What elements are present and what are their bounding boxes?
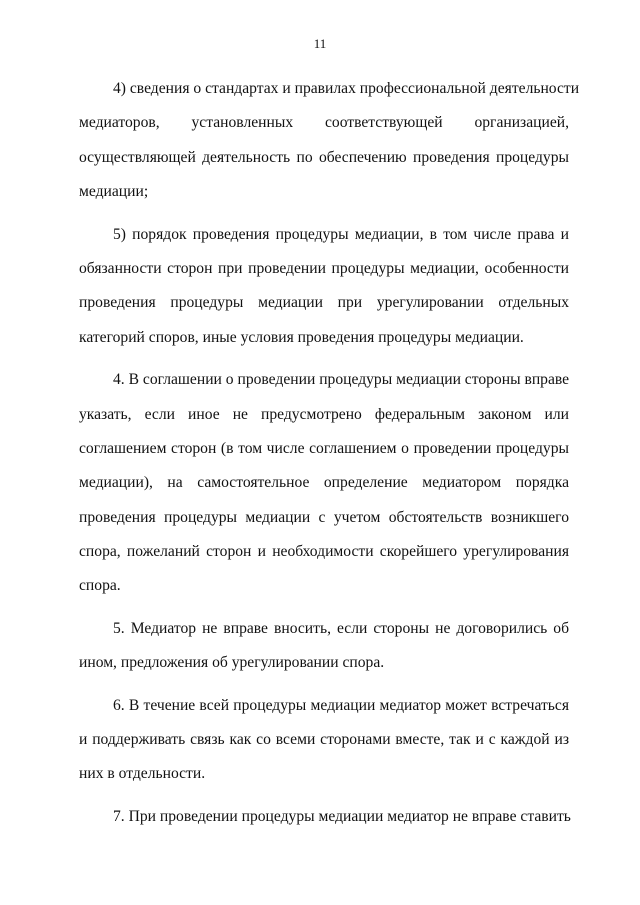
text-line: 7. При проведении процедуры медиации медиатор не вправе ставить [113, 807, 571, 825]
paragraph-item-4-standards [79, 72, 580, 210]
paragraph-clause-4 [79, 363, 569, 604]
page-number: 11 [313, 36, 327, 51]
text-line: указать, если иное не предусмотрено федеральным законом или [79, 405, 569, 423]
document-body [79, 72, 580, 834]
text-line: категорий споров, иные условия проведения процедуры медиации. [79, 328, 524, 346]
text-line: 5. Медиатор не вправе вносить, если стороны не договорились об [113, 619, 569, 637]
text-line: проведения процедуры медиации при урегулировании отдельных [79, 294, 569, 312]
paragraph-clause-6 [79, 689, 569, 792]
text-line: спора, пожеланий сторон и необходимости скорейшего урегулирования [79, 543, 569, 561]
paragraph-clause-5 [79, 612, 569, 681]
text-line: спора. [79, 577, 121, 595]
text-line: 5) порядок проведения процедуры медиации, в том числе права и [113, 225, 569, 243]
paragraph-clause-7 [79, 800, 569, 834]
text-line: обязанности сторон при проведении процедуры медиации, особенности [79, 259, 569, 277]
text-line: 4. В соглашении о проведении процедуры медиации стороны вправе [113, 371, 570, 389]
paragraph-item-5-procedure [79, 218, 569, 356]
text-line: и поддерживать связь как со всеми сторонами вместе, так и с каждой из [79, 731, 569, 749]
text-line: соглашением сторон (в том числе соглашением о проведении процедуры [79, 439, 569, 457]
text-line: медиации; [79, 183, 149, 201]
text-line: них в отдельности. [79, 765, 206, 783]
text-line: проведения процедуры медиации с учетом обстоятельств возникшего [79, 508, 569, 526]
text-line: ином, предложения об урегулировании спора. [79, 654, 385, 672]
text-line: медиаторов, установленных соответствующей организацией, [79, 114, 569, 132]
text-line: медиации), на самостоятельное определение медиатором порядка [79, 474, 569, 492]
text-line: 4) сведения о стандартах и правилах профессиональной деятельности [113, 80, 580, 97]
text-line: осуществляющей деятельность по обеспечению проведения процедуры [79, 148, 569, 166]
text-line: 6. В течение всей процедуры медиации медиатор может встречаться [113, 696, 569, 714]
